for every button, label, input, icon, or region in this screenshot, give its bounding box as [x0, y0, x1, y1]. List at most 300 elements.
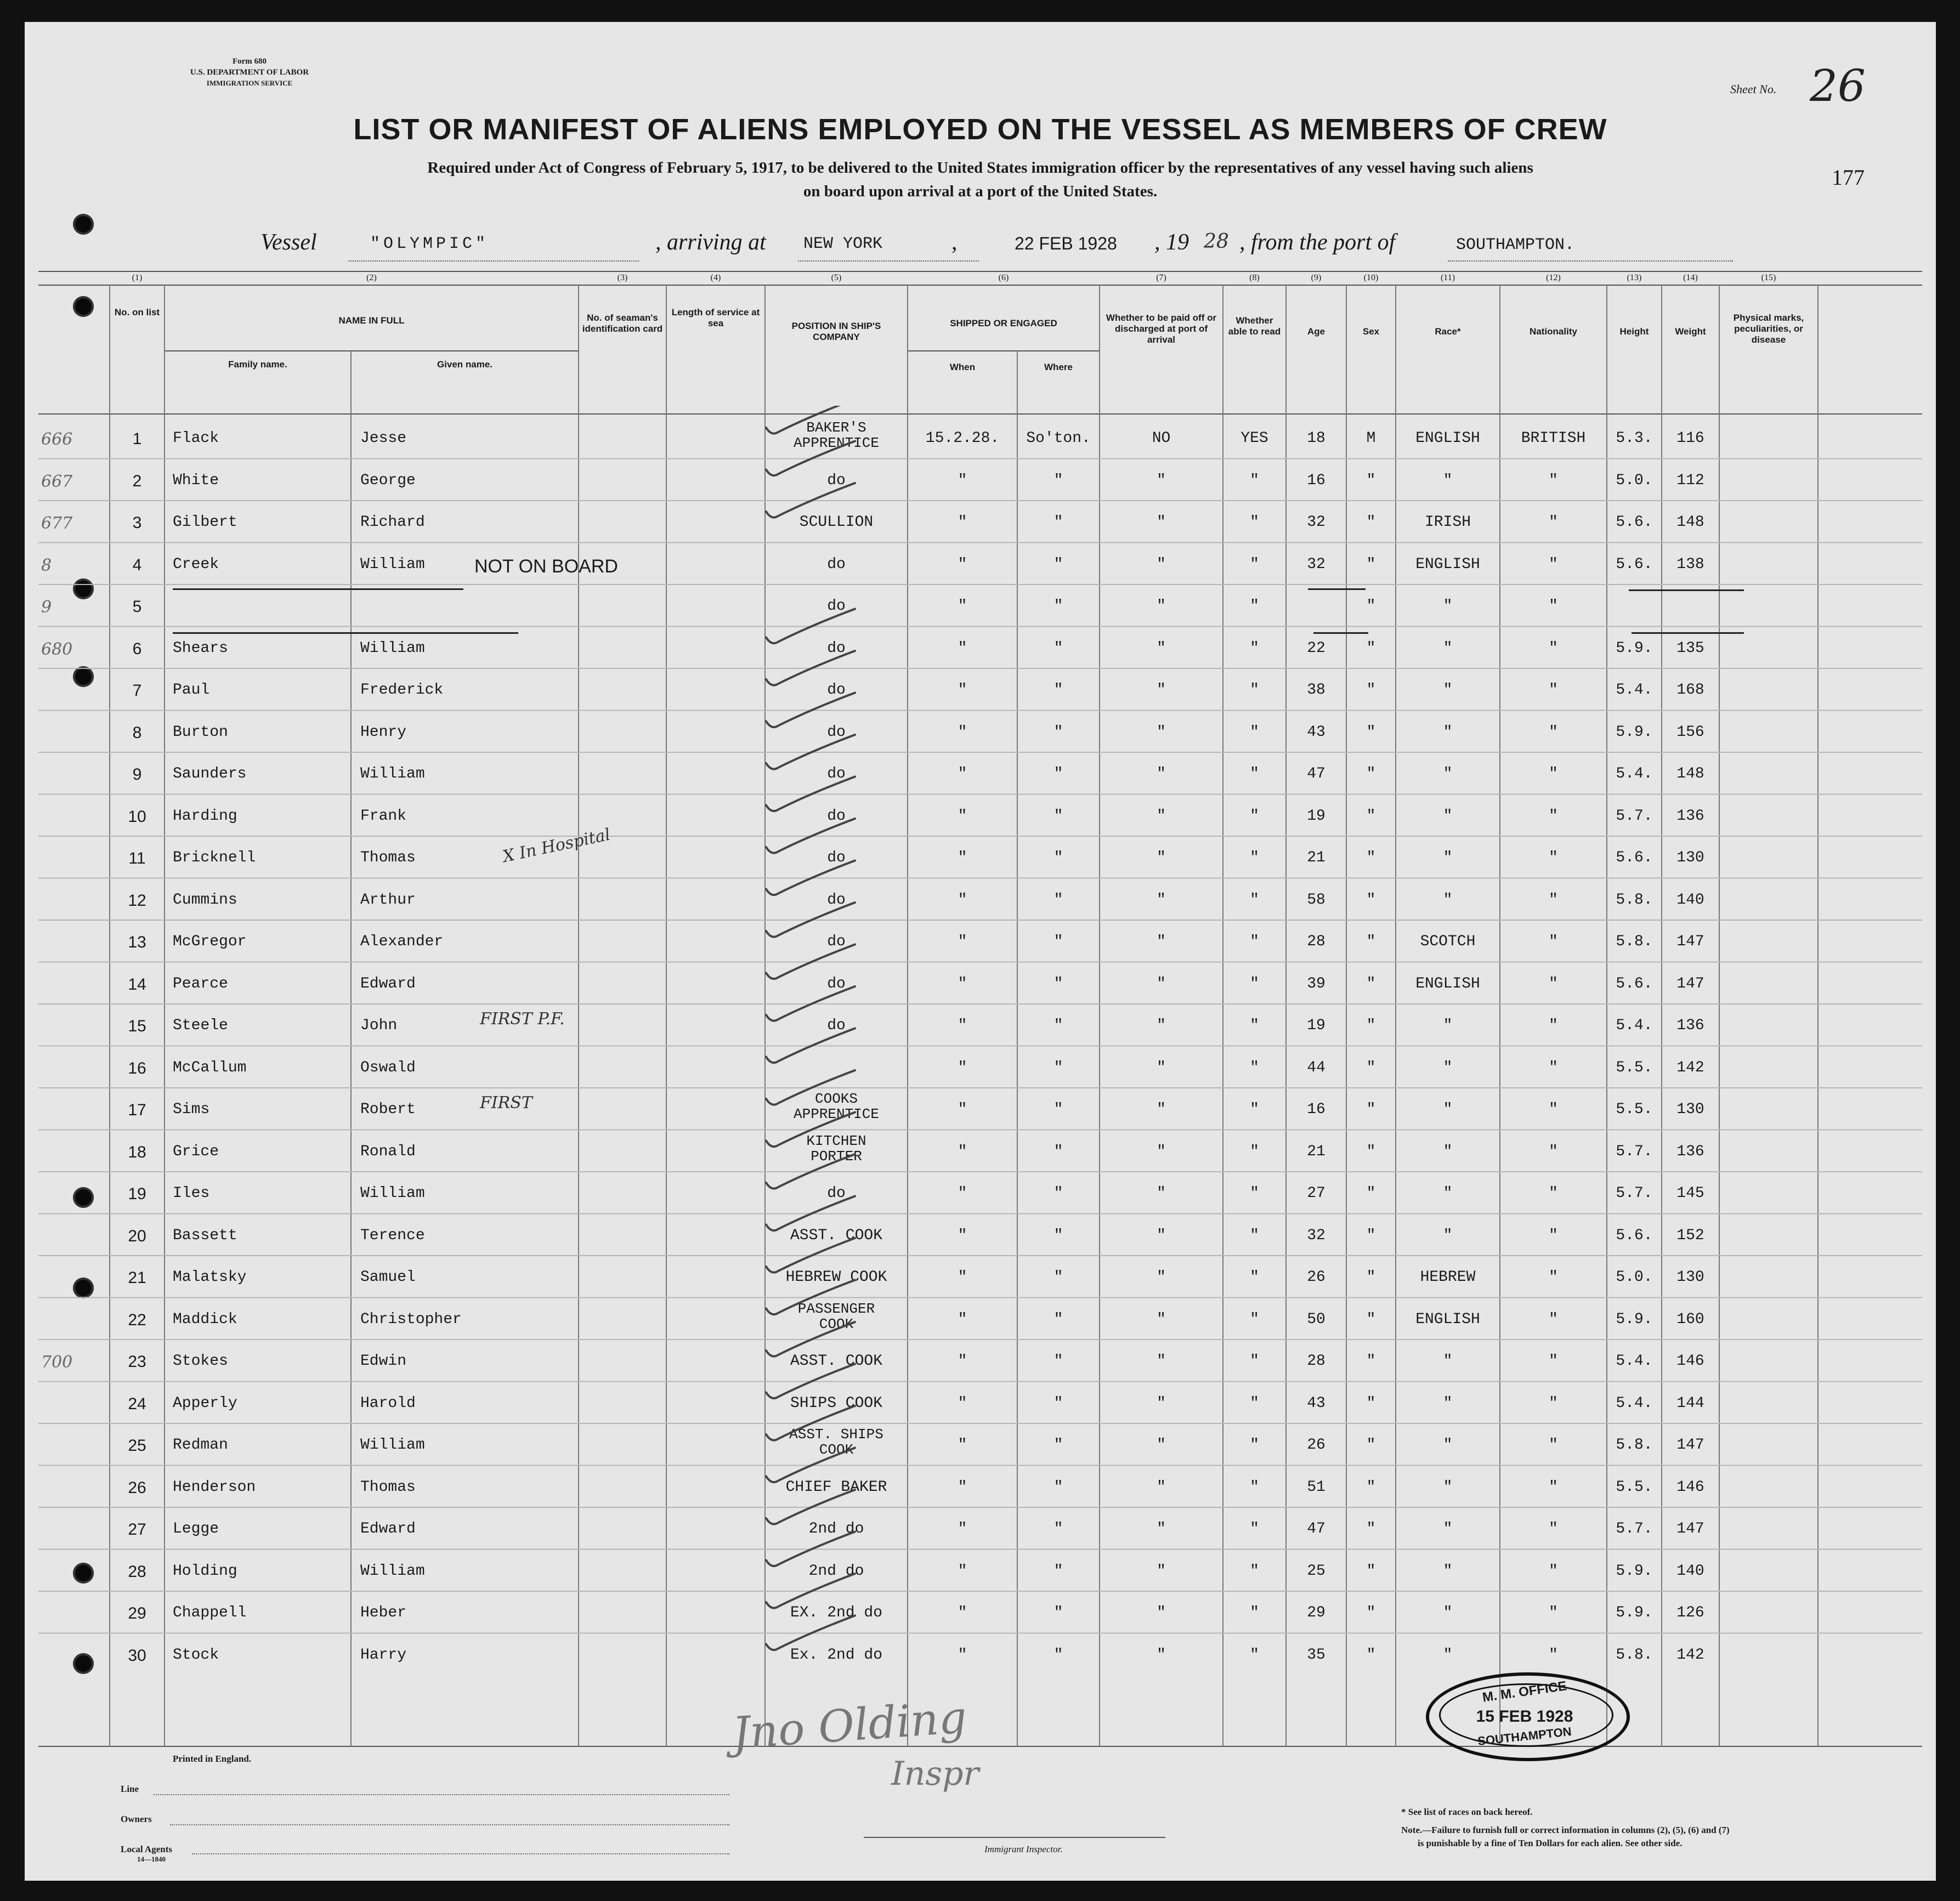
family-name: Saunders — [173, 765, 247, 782]
shipped-when: " — [958, 472, 967, 489]
race: " — [1443, 807, 1453, 825]
fine-note-2: is punishable by a fine of Ten Dollars for each alien. See other side. — [1418, 1838, 1683, 1848]
age: 26 — [1307, 1269, 1325, 1286]
weight: 152 — [1676, 1227, 1704, 1244]
shipped-when: " — [958, 1478, 967, 1496]
check-mark — [766, 861, 855, 895]
shipped-where: " — [1053, 1143, 1063, 1160]
paid-off: " — [1157, 975, 1166, 992]
position: do — [827, 975, 846, 992]
height: 5.0. — [1616, 1269, 1653, 1286]
race: " — [1443, 723, 1453, 741]
able-to-read: " — [1250, 1269, 1259, 1286]
inspector-label: Immigrant Inspector. — [984, 1844, 1063, 1854]
height: 5.6. — [1616, 555, 1653, 573]
nationality: " — [1549, 1437, 1558, 1454]
position: CHIEF BAKER — [785, 1478, 887, 1496]
inspector-line — [864, 1837, 1165, 1838]
height: 5.4. — [1616, 1394, 1653, 1412]
row-number: 26 — [128, 1478, 146, 1497]
crew-row — [25, 825, 1936, 878]
height: 5.6. — [1616, 975, 1653, 992]
shipped-when: " — [958, 1185, 967, 1202]
header-position: POSITION IN SHIP'S COMPANY — [791, 321, 881, 342]
sex: " — [1366, 1646, 1376, 1664]
race: " — [1443, 1353, 1453, 1370]
given-name: Edwin — [360, 1353, 407, 1370]
able-to-read: " — [1250, 723, 1259, 741]
check-mark — [766, 1406, 855, 1440]
paid-off: " — [1157, 682, 1166, 699]
nationality: " — [1549, 891, 1558, 909]
given-name: Edward — [360, 1520, 416, 1537]
shipped-where: " — [1053, 555, 1063, 573]
family-name: Maddick — [173, 1310, 237, 1328]
family-name: Stokes — [173, 1353, 228, 1370]
crew-row — [25, 1172, 1936, 1213]
col-num-4: (4) — [710, 273, 721, 282]
age: 32 — [1307, 1227, 1325, 1244]
check-mark — [766, 609, 855, 644]
row-number: 9 — [132, 765, 142, 784]
weight: 142 — [1676, 1646, 1704, 1664]
height: 5.9. — [1616, 639, 1653, 657]
given-name: Samuel — [360, 1269, 416, 1286]
paid-off: " — [1157, 639, 1166, 657]
age: 32 — [1307, 514, 1325, 531]
line-label: Line — [121, 1784, 139, 1794]
paid-off: " — [1157, 1101, 1166, 1118]
check-mark — [766, 1196, 855, 1231]
shipped-where: " — [1053, 849, 1063, 866]
height: 5.8. — [1616, 1437, 1653, 1454]
age: 19 — [1307, 1017, 1325, 1034]
annotation-note: FIRST — [480, 1093, 533, 1113]
check-mark — [766, 441, 855, 476]
row-number: 16 — [128, 1059, 146, 1077]
stamp-date: 15 FEB 1928 — [1476, 1707, 1573, 1726]
position: do — [827, 891, 846, 909]
arrival-date: 22 FEB 1928 — [1015, 234, 1117, 253]
race: " — [1443, 765, 1453, 782]
paid-off: NO — [1152, 430, 1171, 447]
position: do — [827, 682, 846, 699]
shipped-when: " — [958, 975, 967, 992]
family-name: Burton — [173, 723, 228, 741]
able-to-read: " — [1250, 807, 1259, 825]
check-mark — [766, 1532, 855, 1567]
age: 47 — [1307, 1520, 1325, 1537]
header-weight: Weight — [1675, 326, 1706, 337]
header-id-card: No. of seaman's identification card — [582, 313, 663, 334]
col-num-8: (8) — [1249, 273, 1260, 282]
shipped-when: " — [958, 1101, 967, 1118]
header-given-name: Given name. — [437, 359, 493, 370]
header-nationality: Nationality — [1530, 326, 1577, 337]
sex: " — [1366, 1478, 1376, 1496]
position: do — [827, 1185, 846, 1202]
row-number: 2 — [132, 472, 142, 490]
owners-field — [170, 1824, 729, 1825]
position: COOKS APPRENTICE — [793, 1091, 880, 1122]
vessel-label: Vessel — [260, 230, 317, 255]
family-name: Legge — [173, 1520, 219, 1537]
able-to-read: " — [1250, 1562, 1259, 1580]
mm-office-stamp — [1426, 1672, 1630, 1761]
sex: " — [1366, 1227, 1376, 1244]
race: " — [1443, 1394, 1453, 1412]
col-num-7: (7) — [1156, 273, 1166, 282]
crew-row — [25, 1046, 1936, 1088]
position: HEBREW COOK — [785, 1269, 887, 1286]
nationality: BRITISH — [1521, 430, 1586, 447]
given-name: Richard — [360, 514, 425, 531]
able-to-read: " — [1250, 891, 1259, 909]
crew-row — [25, 1298, 1936, 1340]
nationality: " — [1549, 1394, 1558, 1412]
family-name: Henderson — [173, 1478, 256, 1496]
position: ASST. COOK — [790, 1227, 883, 1244]
page-number: 177 — [1832, 165, 1865, 190]
position: do — [827, 849, 846, 866]
col-num-15: (15) — [1761, 273, 1776, 282]
position: do — [827, 555, 846, 573]
race: " — [1443, 1604, 1453, 1621]
nationality: " — [1549, 1310, 1558, 1328]
nationality: " — [1549, 1562, 1558, 1580]
check-mark — [766, 1070, 855, 1105]
shipped-when: " — [958, 555, 967, 573]
col-num-3: (3) — [617, 273, 628, 282]
weight: 160 — [1676, 1310, 1704, 1328]
shipped-where: " — [1053, 765, 1063, 782]
race: " — [1443, 682, 1453, 699]
row-number: 10 — [128, 807, 146, 826]
shipped-where: " — [1053, 1185, 1063, 1202]
annotation-note: FIRST P.F. — [480, 1009, 565, 1029]
age: 22 — [1307, 639, 1325, 657]
nationality: " — [1549, 1143, 1558, 1160]
sex: M — [1366, 430, 1376, 447]
check-mark — [766, 1364, 855, 1399]
row-number: 18 — [128, 1143, 146, 1161]
shipped-when: " — [958, 514, 967, 531]
able-to-read: " — [1250, 555, 1259, 573]
sex: " — [1366, 639, 1376, 657]
age: 44 — [1307, 1059, 1325, 1076]
able-to-read: " — [1250, 682, 1259, 699]
given-name: William — [360, 1562, 425, 1580]
paid-off: " — [1157, 1604, 1166, 1621]
paid-off: " — [1157, 1017, 1166, 1034]
race-note: * See list of races on back hereof. — [1401, 1807, 1533, 1817]
shipped-where: " — [1053, 1646, 1063, 1664]
strike-row-5-hw — [1632, 632, 1744, 634]
row-number: 7 — [132, 682, 142, 700]
paid-off: " — [1157, 1143, 1166, 1160]
family-name: Malatsky — [173, 1269, 247, 1286]
shipped-when: " — [958, 1437, 967, 1454]
able-to-read: " — [1250, 1185, 1259, 1202]
able-to-read: " — [1250, 1101, 1259, 1118]
height: 5.8. — [1616, 1646, 1653, 1664]
given-name: Jesse — [360, 430, 407, 447]
shipped-when: " — [958, 849, 967, 866]
crew-row — [25, 1382, 1936, 1423]
crew-row — [25, 1256, 1936, 1297]
row-number: 20 — [128, 1227, 146, 1245]
able-to-read: " — [1250, 849, 1259, 866]
department-name: U.S. DEPARTMENT OF LABOR — [190, 68, 309, 77]
agents-field — [192, 1853, 729, 1854]
age: 26 — [1307, 1437, 1325, 1454]
shipped-where: " — [1053, 1227, 1063, 1244]
arrival-port: NEW YORK — [803, 235, 883, 253]
given-name: Heber — [360, 1604, 407, 1621]
able-to-read: YES — [1240, 430, 1268, 447]
check-mark — [766, 406, 855, 434]
sheet-number: 26 — [1810, 60, 1866, 111]
age: 29 — [1307, 1604, 1325, 1621]
age: 50 — [1307, 1310, 1325, 1328]
shipped-where: " — [1053, 1520, 1063, 1537]
margin-number: 666 — [41, 430, 73, 449]
margin-number: 8 — [41, 555, 52, 575]
family-name: Holding — [173, 1562, 237, 1580]
paid-off: " — [1157, 765, 1166, 782]
arriving-label: , arriving at — [655, 230, 766, 255]
sex: " — [1366, 1185, 1376, 1202]
stamp-bottom-text: SOUTHAMPTON — [1477, 1724, 1572, 1748]
check-mark — [766, 945, 855, 979]
sex: " — [1366, 514, 1376, 531]
form-number: Form 680 — [232, 57, 267, 66]
arrival-comma: , — [951, 230, 958, 255]
crew-row — [25, 459, 1936, 501]
check-mark — [766, 1616, 855, 1650]
nationality: " — [1549, 1059, 1558, 1076]
header-no-on-list: No. on list — [114, 307, 160, 317]
height: 5.5. — [1616, 1101, 1653, 1118]
height: 5.4. — [1616, 765, 1653, 782]
sex: " — [1366, 1269, 1376, 1286]
sex: " — [1366, 1437, 1376, 1454]
paid-off: " — [1157, 1269, 1166, 1286]
shipped-where: " — [1053, 891, 1063, 909]
given-name: Frederick — [360, 682, 444, 699]
family-name: Apperly — [173, 1394, 237, 1412]
given-name: Frank — [360, 807, 407, 825]
strike-row-4-name — [173, 588, 463, 590]
sex: " — [1366, 1604, 1376, 1621]
row-number: 25 — [128, 1437, 146, 1455]
given-name: Harry — [360, 1646, 407, 1664]
family-name: McCallum — [173, 1059, 247, 1076]
given-name: Henry — [360, 723, 407, 741]
col-num-11: (11) — [1440, 273, 1455, 282]
sex: " — [1366, 807, 1376, 825]
header-sex: Sex — [1362, 326, 1380, 337]
able-to-read: " — [1250, 933, 1259, 950]
nationality: " — [1549, 598, 1558, 615]
paid-off: " — [1157, 555, 1166, 573]
position: do — [827, 472, 846, 489]
nationality: " — [1549, 1604, 1558, 1621]
weight: 148 — [1676, 514, 1704, 531]
family-name: Bricknell — [173, 849, 256, 866]
weight: 145 — [1676, 1185, 1704, 1202]
age: 25 — [1307, 1562, 1325, 1580]
crew-row — [25, 1004, 1936, 1046]
check-mark — [766, 651, 855, 685]
paid-off: " — [1157, 933, 1166, 950]
sex: " — [1366, 598, 1376, 615]
crew-row — [25, 711, 1936, 752]
crew-row — [25, 962, 1936, 1004]
crew-row — [25, 1507, 1936, 1549]
weight: 112 — [1676, 472, 1704, 489]
crew-row — [25, 668, 1936, 710]
stamp-top-text: M. M. OFFICE — [1481, 1678, 1568, 1705]
weight: 135 — [1676, 639, 1704, 657]
header-paid-off: Whether to be paid off or discharged at port of arrival — [1106, 313, 1217, 345]
shipped-when: " — [958, 682, 967, 699]
crew-row — [25, 752, 1936, 794]
age: 35 — [1307, 1646, 1325, 1664]
position: PASSENGER COOK — [797, 1300, 875, 1332]
position: Ex. 2nd do — [790, 1646, 883, 1664]
paid-off: " — [1157, 807, 1166, 825]
weight: 147 — [1676, 1437, 1704, 1454]
header-shipped: SHIPPED OR ENGAGED — [950, 318, 1057, 328]
given-name: John — [360, 1017, 398, 1034]
shipped-where: " — [1053, 1562, 1063, 1580]
shipped-where: So'ton. — [1026, 430, 1091, 447]
check-mark — [766, 986, 855, 1021]
weight: 147 — [1676, 933, 1704, 950]
paid-off: " — [1157, 1437, 1166, 1454]
position: BAKER'S APPRENTICE — [793, 419, 880, 451]
race: " — [1443, 1646, 1453, 1664]
shipped-when: " — [958, 1059, 967, 1076]
paid-off: " — [1157, 1227, 1166, 1244]
weight: 148 — [1676, 765, 1704, 782]
able-to-read: " — [1250, 472, 1259, 489]
weight: 130 — [1676, 1269, 1704, 1286]
given-name: Robert — [360, 1101, 416, 1118]
shipped-when: " — [958, 765, 967, 782]
nationality: " — [1549, 1478, 1558, 1496]
given-name: William — [360, 765, 425, 782]
nationality: " — [1549, 514, 1558, 531]
given-name: Oswald — [360, 1059, 416, 1076]
height: 5.9. — [1616, 723, 1653, 741]
weight: 130 — [1676, 1101, 1704, 1118]
row-number: 8 — [132, 723, 142, 742]
family-name: McGregor — [173, 933, 247, 950]
strike-row-4-age — [1308, 588, 1366, 590]
able-to-read: " — [1250, 514, 1259, 531]
age: 21 — [1307, 849, 1325, 866]
race: " — [1443, 1143, 1453, 1160]
position: SCULLION — [799, 514, 874, 531]
margin-number: 680 — [41, 639, 73, 659]
shipped-when: " — [958, 1017, 967, 1034]
race: " — [1443, 472, 1453, 489]
sex: " — [1366, 1353, 1376, 1370]
given-name: Ronald — [360, 1143, 416, 1160]
height: 5.4. — [1616, 1017, 1653, 1034]
weight: 136 — [1676, 807, 1704, 825]
header-when: When — [949, 362, 976, 372]
age: 18 — [1307, 430, 1325, 447]
annotation-note: X In Hospital — [501, 825, 613, 867]
given-name: Thomas — [360, 1478, 416, 1496]
family-name: Redman — [173, 1437, 228, 1454]
sex: " — [1366, 723, 1376, 741]
shipped-where: " — [1053, 1269, 1063, 1286]
shipped-where: " — [1053, 975, 1063, 992]
col-num-13: (13) — [1627, 273, 1642, 282]
crew-row — [25, 1214, 1936, 1256]
able-to-read: " — [1250, 1478, 1259, 1496]
able-to-read: " — [1250, 1143, 1259, 1160]
nationality: " — [1549, 807, 1558, 825]
strike-row-4-hw — [1629, 589, 1744, 591]
crew-row — [25, 417, 1936, 458]
age: 51 — [1307, 1478, 1325, 1496]
height: 5.8. — [1616, 891, 1653, 909]
col-num-12: (12) — [1546, 273, 1561, 282]
height: 5.5. — [1616, 1059, 1653, 1076]
race: " — [1443, 1478, 1453, 1496]
shipped-where: " — [1053, 723, 1063, 741]
position: do — [827, 1017, 846, 1034]
shipped-where: " — [1053, 1059, 1063, 1076]
able-to-read: " — [1250, 1604, 1259, 1621]
sex: " — [1366, 1101, 1376, 1118]
height: 5.9. — [1616, 1562, 1653, 1580]
shipped-when: " — [958, 598, 967, 615]
shipped-where: " — [1053, 933, 1063, 950]
header-name-in-full: NAME IN FULL — [338, 315, 405, 326]
weight: 147 — [1676, 975, 1704, 992]
shipped-where: " — [1053, 1353, 1063, 1370]
check-mark — [766, 777, 855, 812]
height: 5.7. — [1616, 807, 1653, 825]
shipped-when: " — [958, 891, 967, 909]
able-to-read: " — [1250, 1394, 1259, 1412]
row-number: 19 — [128, 1185, 146, 1203]
position: do — [827, 765, 846, 782]
given-name: William — [360, 1437, 425, 1454]
paid-off: " — [1157, 1310, 1166, 1328]
row-number: 6 — [132, 639, 142, 658]
paid-off: " — [1157, 1394, 1166, 1412]
able-to-read: " — [1250, 598, 1259, 615]
age: 43 — [1307, 723, 1325, 741]
shipped-when: " — [958, 1646, 967, 1664]
race: " — [1443, 598, 1453, 615]
margin-number: 667 — [41, 472, 73, 491]
position: ASST. SHIPS COOK — [789, 1426, 883, 1458]
given-name: Christopher — [360, 1310, 462, 1328]
position: do — [827, 598, 846, 615]
row-number: 1 — [132, 430, 142, 448]
row-number: 15 — [128, 1017, 146, 1035]
race: " — [1443, 1059, 1453, 1076]
sex: " — [1366, 1143, 1376, 1160]
